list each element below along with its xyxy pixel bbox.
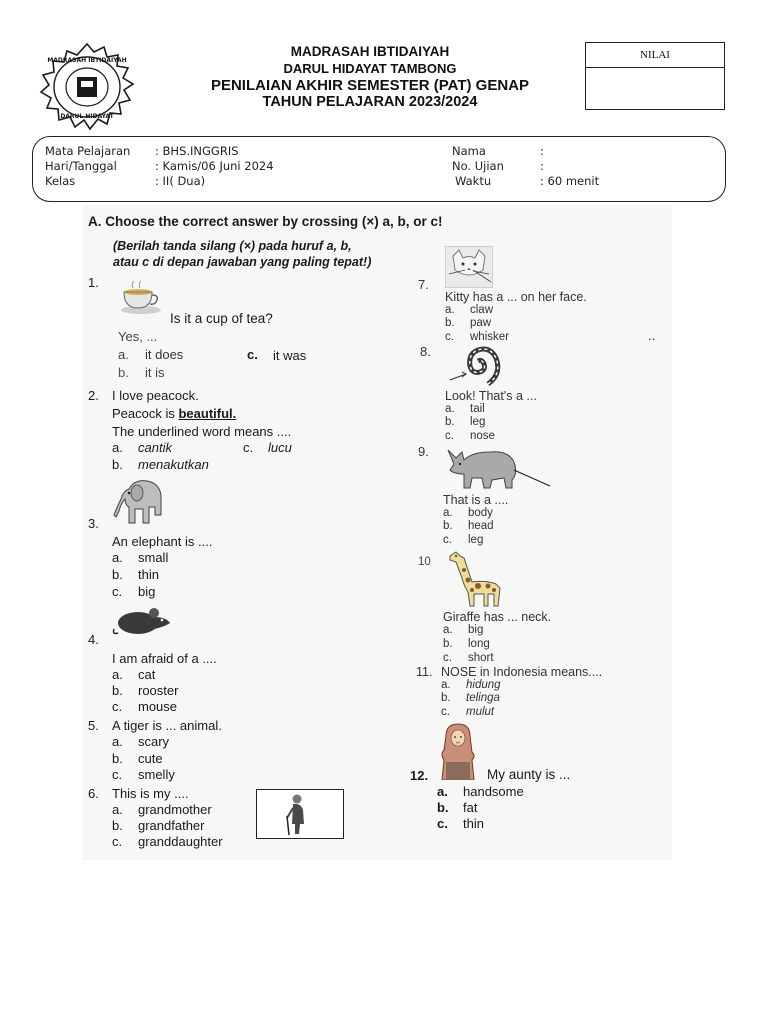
q9-option-a-letter: a. [443,507,453,519]
q7-number: 7. [418,277,429,292]
school-name: MADRASAH IBTIDAIYAH [290,44,450,59]
q10-option-a: big [468,624,484,636]
q12-option-b: fat [463,800,478,815]
exam-title: PENILAIAN AKHIR SEMESTER (PAT) GENAP [210,77,530,94]
q2-underlined-word: beautiful. [178,406,237,421]
q3-option-b: thin [138,567,159,582]
q12-option-c-letter: c. [437,816,448,831]
q7-option-a: claw [470,304,494,316]
q1-prompt: Yes, ... [118,329,158,344]
q8-question: Look! That's a ... [445,389,537,403]
q5-option-a: scary [138,734,170,749]
q9-option-b: head [468,520,494,532]
q5-question: A tiger is ... animal. [112,718,222,733]
subject-value: : BHS.INGGRIS [155,144,239,158]
q2-line2 [112,406,236,421]
svg-text:DARUL HIDAYAT: DARUL HIDAYAT [60,113,114,120]
exam-number-value: : [540,159,544,173]
q11-option-c-letter: c. [441,706,450,718]
q6-question: This is my .... [112,786,189,801]
svg-text:MADRASAH IBTIDAIYAH: MADRASAH IBTIDAIYAH [47,57,127,64]
q10-option-b-letter: b. [443,638,453,650]
q10-option-c-letter: c. [443,652,452,664]
q4-number: 4. [88,632,99,647]
q2-option-b: menakutkan [138,457,209,472]
q5-option-a-letter: a. [112,734,123,749]
exam-number-label: No. Ujian [452,159,504,173]
school-seal-logo [32,42,142,132]
q3-number: 3. [88,516,99,531]
q4-option-c-letter: c. [112,699,123,714]
q11-question: NOSE in Indonesia means.... [441,665,603,679]
score-label: NILAI [586,43,724,68]
q9-option-c: leg [468,534,484,546]
class-value: : II( Dua) [155,174,206,188]
q7-option-b-letter: b. [445,317,455,329]
section-title: A. Choose the correct answer by crossing (×) a, b, or c! [88,214,443,229]
q8-option-c: nose [470,430,495,442]
q12-question: My aunty is ... [487,767,571,782]
q1-number: 1. [88,275,99,290]
q4-option-a: cat [138,667,156,682]
q6-option-b-letter: b. [112,818,123,833]
q10-option-b: long [468,638,490,650]
q12-option-b-letter: b. [437,800,449,815]
q7-option-a-letter: a. [445,304,455,316]
name-label: Nama [452,144,486,158]
q2-number: 2. [88,388,99,403]
q7-question: Kitty has a ... on her face. [445,290,587,304]
q1-option-c: it was [273,348,307,363]
q3-option-c: big [138,584,156,599]
q2-option-c: lucu [268,440,292,455]
chameleon-tail-icon [448,344,504,388]
q4-option-c: mouse [138,699,178,714]
q8-number: 8. [420,344,431,359]
q5-option-b-letter: b. [112,751,123,766]
q11-option-c: mulut [466,706,495,718]
q10-number: 10 [418,556,431,568]
school-subname: DARUL HIDAYAT TAMBONG [283,61,457,76]
q5-number: 5. [88,718,99,733]
q1-option-c-letter: c. [247,347,258,362]
q7-dots: .. [648,328,656,343]
q8-option-b: leg [470,416,486,428]
q6-option-c-letter: c. [112,834,123,849]
q3-option-a: small [138,550,169,565]
q2-option-a-letter: a. [112,440,123,455]
q7-option-c: whisker [470,331,509,343]
q8-option-c-letter: c. [445,430,454,442]
q12-number: 12. [410,768,429,783]
q2-option-a: cantik [138,440,172,455]
aunty-hijab-icon [436,722,478,780]
section-instruction-2: atau c di depan jawaban yang paling tepat!) [113,255,372,269]
name-value: : [540,144,544,158]
grandfather-icon [256,789,344,839]
time-value: : 60 menit [540,174,600,188]
q9-number: 9. [418,444,429,459]
q2-option-c-letter: c. [243,440,254,455]
q10-option-a-letter: a. [443,624,453,636]
subject-label: Mata Pelajaran [45,144,131,158]
q11-number: 11. [416,665,433,679]
date-label: Hari/Tanggal [45,159,117,173]
q3-option-b-letter: b. [112,567,123,582]
class-label: Kelas [45,174,76,188]
q1-option-b-letter: b. [118,365,129,380]
date-value: : Kamis/06 Juni 2024 [155,159,274,173]
student-info-box [32,136,726,202]
q8-option-a: tail [470,403,485,415]
q5-option-c: smelly [138,767,175,782]
q9-question: That is a .... [443,493,509,507]
q11-option-a-letter: a. [441,679,451,691]
academic-year: TAHUN PELAJARAN 2023/2024 [262,94,478,110]
q12-option-a: handsome [463,784,524,799]
q8-option-a-letter: a. [445,403,455,415]
q11-option-b-letter: b. [441,692,451,704]
q9-option-a: body [468,507,493,519]
rhinoceros-icon [442,440,554,492]
teacup-icon [118,280,164,316]
q7-option-b: paw [470,317,492,329]
q1-option-a-letter: a. [118,347,129,362]
time-label: Waktu [455,174,492,188]
q1-option-a: it does [145,347,184,362]
q6-option-a-letter: a. [112,802,123,817]
q2-option-b-letter: b. [112,457,123,472]
q6-option-c: granddaughter [138,834,223,849]
q4-option-b-letter: b. [112,683,123,698]
q8-option-b-letter: b. [445,416,455,428]
q2-instruction: The underlined word means .... [112,424,292,439]
q12-option-c: thin [463,816,484,831]
q6-number: 6. [88,786,99,801]
q4-option-b: rooster [138,683,179,698]
q4-question: I am afraid of a .... [112,651,217,666]
q5-option-c-letter: c. [112,767,123,782]
q3-option-c-letter: c. [112,584,123,599]
q9-option-b-letter: b. [443,520,453,532]
q3-option-a-letter: a. [112,550,123,565]
q11-option-a: hidung [466,679,501,691]
q1-option-b: it is [145,365,165,380]
q2-line2-text: Peacock is [112,406,179,421]
q2-question: I love peacock. [112,388,199,403]
mouse-icon [110,603,172,639]
q5-option-b: cute [138,751,163,766]
q11-option-b: telinga [466,692,500,704]
q12-option-a-letter: a. [437,784,448,799]
q7-option-c-letter: c. [445,331,454,343]
giraffe-icon [442,548,508,610]
section-instruction-1: (Berilah tanda silang (×) pada huruf a, b, [113,239,352,253]
q9-option-c-letter: c. [443,534,452,546]
q3-question: An elephant is .... [112,534,213,549]
q4-option-a-letter: a. [112,667,123,682]
q6-option-b: grandfather [138,818,205,833]
q1-question: Is it a cup of tea? [170,311,273,326]
score-box [585,42,725,110]
q10-question: Giraffe has ... neck. [443,610,552,624]
cat-face-icon [445,246,493,288]
q6-option-a: grandmother [138,802,212,817]
elephant-icon [113,477,167,527]
q10-option-c: short [468,652,494,664]
